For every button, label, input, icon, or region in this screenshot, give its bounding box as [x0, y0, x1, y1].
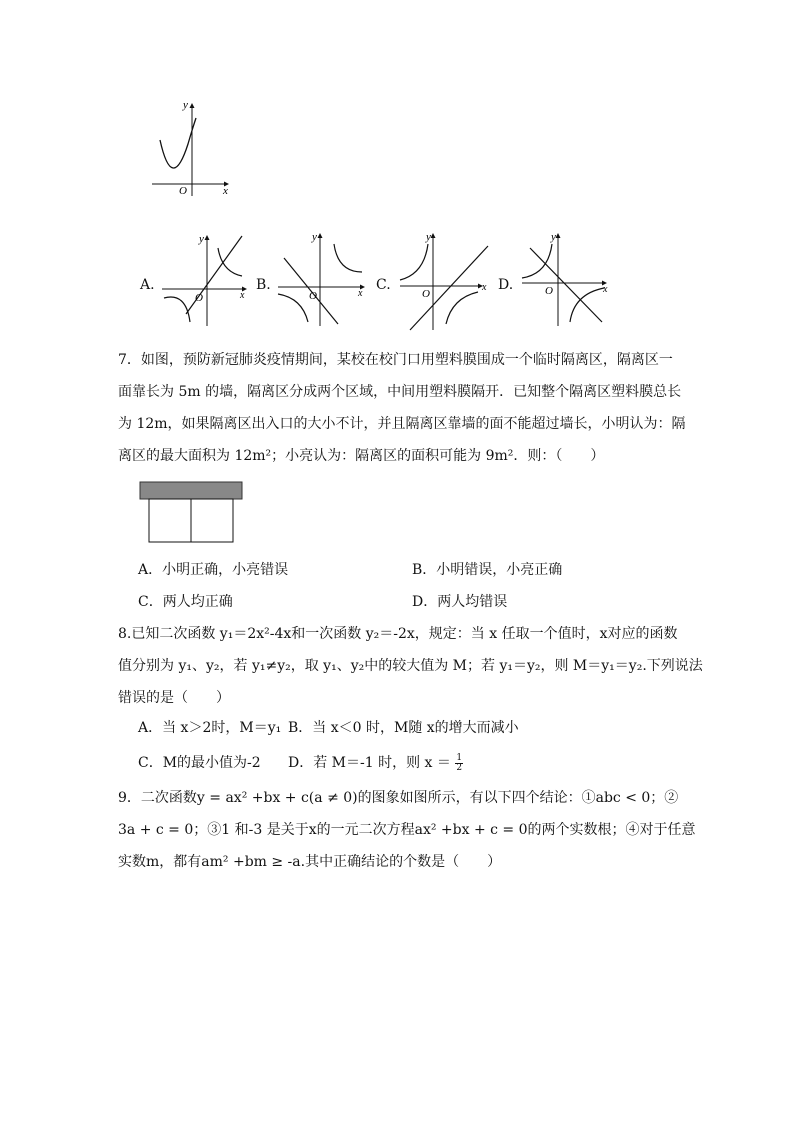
q7-line-4: 离区的最大面积为 12m²；小亮认为：隔离区的面积可能为 9m²．则：（ ） — [118, 448, 605, 464]
y-axis-arrow — [318, 233, 323, 238]
q8-option-d — [288, 753, 463, 773]
line-graph — [530, 248, 602, 322]
q8-line-2: 值分别为 y₁、y₂，若 y₁≠y₂，取 y₁、y₂中的较大值为 M；若 y₁＝y₂，则 M＝y₁＝y₂.下列说法 — [118, 658, 703, 674]
parabola-figure — [148, 98, 238, 198]
q7-option-b: B．小明错误，小亮正确 — [412, 562, 563, 578]
parabola-curve — [160, 118, 196, 168]
q9-line-3: 实数m，都有am² +bm ≥ -a.其中正确结论的个数是（ ） — [118, 854, 502, 870]
q8-option-a: A．当 x＞2时，M＝y₁ — [138, 720, 282, 736]
x-label: x — [223, 185, 228, 197]
q8-line-1: 8.已知二次函数 y₁＝2x²-4x和一次函数 y₂＝-2x，规定：当 x 任取一个值时，x对应的函数 — [118, 626, 678, 642]
q8-option-b: B．当 x＜0 时，M随 x的增大而减小 — [288, 720, 519, 736]
y-axis-arrow — [556, 233, 561, 238]
q9-line-1: 9．二次函数y = ax² +bx + c(a ≠ 0)的图象如图所示，有以下四个结论：①abc < 0；② — [118, 790, 679, 806]
q7-option-c: C．两人均正确 — [138, 594, 233, 610]
hyperbola-branch-1 — [522, 244, 552, 278]
hyperbola-branch-1 — [400, 244, 428, 280]
option-c-graph — [396, 228, 494, 332]
q7-option-d: D．两人均错误 — [412, 594, 508, 610]
origin-label: O — [309, 290, 317, 302]
hyperbola-branch-2 — [164, 297, 190, 322]
option-b-letter: B. — [256, 277, 271, 293]
q8-option-c: C．M的最小值为-2 — [138, 755, 261, 771]
y-axis-arrow — [431, 233, 436, 238]
fraction-numerator: 1 — [456, 752, 463, 763]
q8-line-3: 错误的是（ ） — [118, 690, 230, 706]
fraction-one-half — [455, 754, 463, 773]
origin-label: O — [545, 285, 553, 297]
fraction-denominator: 2 — [456, 762, 463, 773]
q7-line-2: 面靠长为 5m 的墙，隔离区分成两个区域，中间用塑料膜隔开．已知整个隔离区塑料膜总长 — [118, 384, 682, 400]
y-label: y — [183, 99, 188, 111]
option-b-graph — [274, 228, 370, 328]
x-label: x — [240, 290, 245, 301]
origin-label: O — [195, 292, 203, 304]
x-label: x — [603, 284, 608, 295]
option-d-letter: D. — [498, 277, 514, 293]
y-label: y — [312, 231, 317, 243]
origin-label: O — [179, 185, 187, 197]
option-a-letter: A. — [140, 277, 155, 293]
origin-label: O — [422, 288, 430, 300]
x-label: x — [482, 282, 487, 293]
q7-enclosure-figure — [138, 480, 246, 546]
hyperbola-branch-2 — [278, 294, 308, 322]
y-label: y — [551, 231, 556, 243]
option-d-graph — [518, 228, 612, 328]
x-label: x — [358, 288, 363, 299]
q7-option-a: A．小明正确，小亮错误 — [138, 562, 289, 578]
q9-line-2: 3a + c = 0；③1 和-3 是关于x的一元二次方程ax² +bx + c = 0的两个实数根；④对于任意 — [118, 822, 696, 838]
hyperbola-branch-2 — [446, 292, 478, 324]
hyperbola-branch-2 — [570, 288, 604, 322]
hyperbola-branch-1 — [334, 244, 362, 272]
option-c-letter: C. — [376, 277, 391, 293]
y-axis-arrow — [205, 235, 210, 240]
y-label: y — [426, 231, 431, 243]
y-axis-arrow — [190, 103, 195, 108]
q8-option-d-text: D．若 M＝-1 时，则 x ＝ — [288, 755, 451, 771]
wall — [140, 482, 242, 499]
q7-line-3: 为 12m，如果隔离区出入口的大小不计，并且隔离区靠墙的面不能超过墙长，小明认为：隔 — [118, 416, 686, 432]
q7-line-1: 7．如图，预防新冠肺炎疫情期间，某校在校门口用塑料膜围成一个临时隔离区，隔离区一 — [118, 352, 673, 368]
y-label: y — [199, 233, 204, 245]
option-a-graph — [158, 232, 250, 328]
